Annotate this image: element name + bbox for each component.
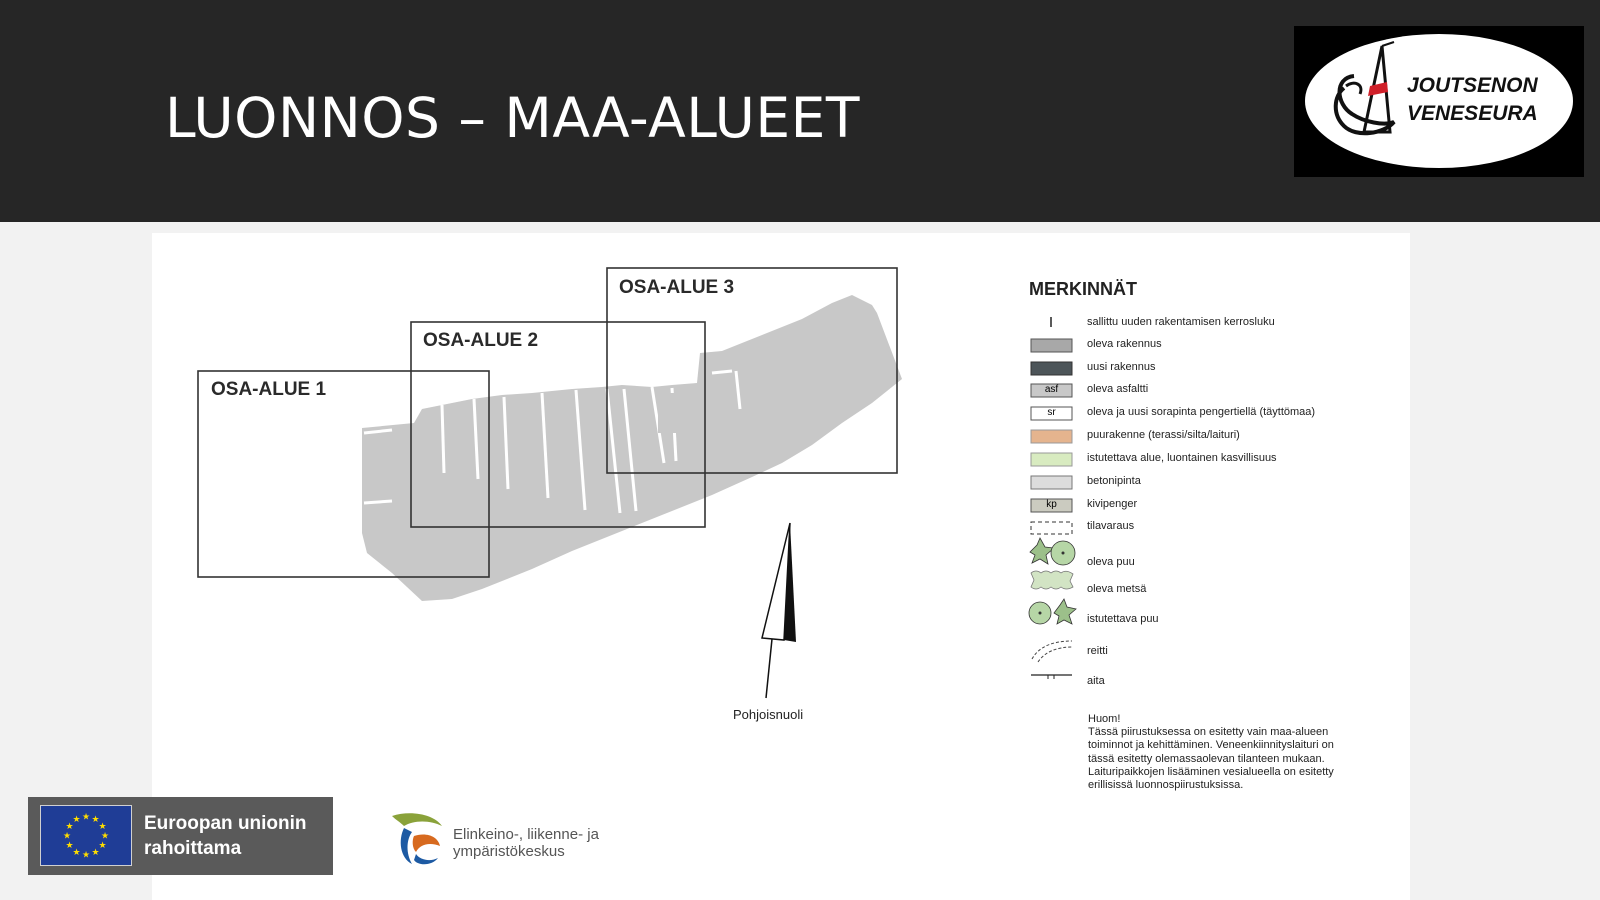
eu-flag-icon xyxy=(40,805,132,866)
eu-star-icon: ★ xyxy=(100,830,110,841)
legend-item-label: reitti xyxy=(1087,645,1108,657)
north-arrow-label: Pohjoisnuoli xyxy=(733,707,804,722)
legend-symbol-sr: sr xyxy=(1047,407,1056,418)
legend-item xyxy=(1029,610,1359,630)
legend-item xyxy=(1029,380,1359,400)
eu-star-icon: ★ xyxy=(98,821,107,831)
ely-centre-name xyxy=(453,826,599,860)
legend-item-label: oleva ja uusi sorapinta pengertiellä (täyttömaa) xyxy=(1087,406,1316,418)
area-label-3: OSA-ALUE 3 xyxy=(619,277,735,298)
logo-line-1: JOUTSENON xyxy=(1407,74,1538,97)
legend-item xyxy=(1029,495,1359,515)
legend-item xyxy=(1029,672,1359,692)
legend-list xyxy=(152,233,1410,900)
eu-star-icon: ★ xyxy=(65,821,74,831)
logo-line-2: VENESEURA xyxy=(1407,102,1538,125)
joutsenon-veneseura-logo xyxy=(1294,26,1584,177)
eu-funding-line-1: Euroopan unionin xyxy=(144,813,307,834)
legend-note xyxy=(1088,713,1348,792)
legend-item xyxy=(1029,403,1359,423)
eu-funding-line-2: rahoittama xyxy=(144,838,242,859)
eu-star-icon: ★ xyxy=(81,849,91,860)
legend-item-label: uusi rakennus xyxy=(1087,361,1156,373)
legend-item xyxy=(1029,426,1359,446)
legend-item-label: tilavaraus xyxy=(1087,520,1135,532)
site-plan-drawing xyxy=(152,233,1410,900)
eu-star-icon: ★ xyxy=(91,814,100,824)
legend-item-label: puurakenne (terassi/silta/laituri) xyxy=(1087,429,1240,441)
note-title: Huom! xyxy=(1088,713,1121,725)
legend-item xyxy=(1029,472,1359,492)
legend-item xyxy=(1029,517,1359,537)
legend-item-label: sallittu uuden rakentamisen kerrosluku xyxy=(1087,316,1275,328)
legend-item-label: oleva rakennus xyxy=(1087,338,1162,350)
eu-star-icon: ★ xyxy=(81,811,91,822)
ely-line-1: Elinkeino-, liikenne- ja xyxy=(453,826,599,843)
legend-item xyxy=(1029,553,1359,573)
legend-item xyxy=(1029,335,1359,355)
note-body: Tässä piirustuksessa on esitetty vain maa-alueen toiminnot ja kehittäminen. Veneenkiinnityslaituri on tässä esitetty olemassaolevan tilanteen mukaan. Laituripaikkojen lisääminen vesialueella on esitetty erillisissä luonnospiirustuksissa. xyxy=(1088,726,1334,792)
legend-item xyxy=(1029,449,1359,469)
legend-item-label: oleva metsä xyxy=(1087,583,1147,595)
legend-item-label: istutettava puu xyxy=(1087,613,1159,625)
eu-star-icon: ★ xyxy=(91,847,100,857)
legend-title: MERKINNÄT xyxy=(1029,279,1137,299)
legend-item-label: oleva puu xyxy=(1087,556,1135,568)
legend-item-label: betonipinta xyxy=(1087,475,1141,487)
legend-symbol-kp: kp xyxy=(1046,499,1057,510)
area-label-1: OSA-ALUE 1 xyxy=(211,379,327,400)
header-bar xyxy=(0,0,1600,222)
eu-star-icon: ★ xyxy=(72,814,81,824)
area-label-2: OSA-ALUE 2 xyxy=(423,330,539,351)
legend-symbol-asf: asf xyxy=(1044,384,1059,395)
eu-funding-text xyxy=(144,811,307,861)
ely-line-2: ympäristökeskus xyxy=(453,843,565,860)
eu-star-icon: ★ xyxy=(62,830,72,841)
legend-item-label: oleva asfaltti xyxy=(1087,383,1149,395)
eu-star-icon: ★ xyxy=(98,840,107,850)
legend-item-label: aita xyxy=(1087,675,1105,687)
eu-star-icon: ★ xyxy=(72,847,81,857)
eu-funding-badge xyxy=(28,797,333,875)
legend-item xyxy=(1029,642,1359,662)
page-title: LUONNOS – MAA-ALUEET xyxy=(165,86,860,150)
legend-item xyxy=(1029,580,1359,600)
legend-item-label: kivipenger xyxy=(1087,498,1138,510)
legend-item xyxy=(1029,313,1359,333)
ely-centre-logo-icon xyxy=(390,810,448,868)
legend-item-label: istutettava alue, luontainen kasvillisuus xyxy=(1087,452,1277,464)
eu-star-icon: ★ xyxy=(65,840,74,850)
legend-item xyxy=(1029,358,1359,378)
